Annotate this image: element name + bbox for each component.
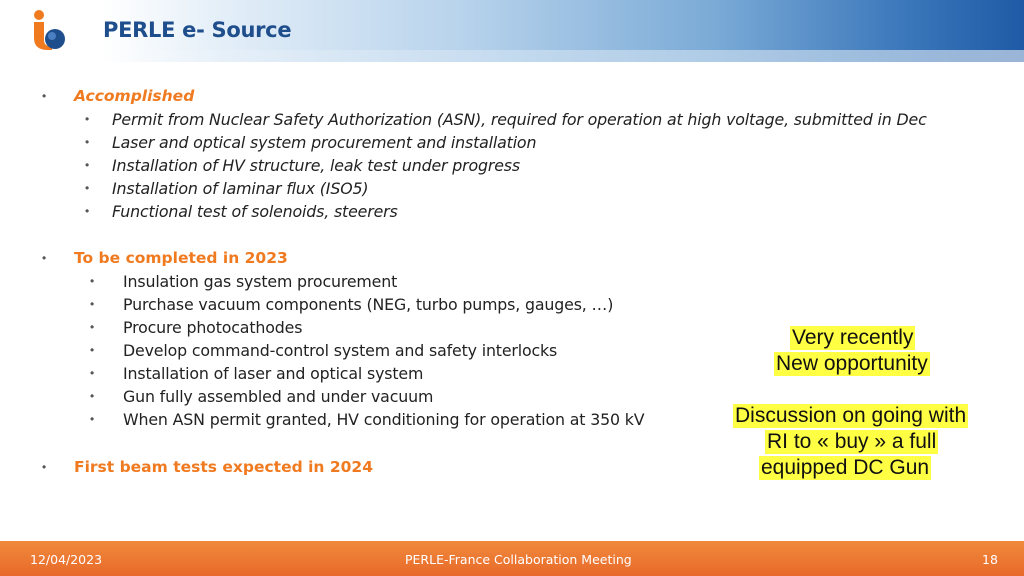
list-item: Permit from Nuclear Safety Authorization (ASN), required for operation at high voltage, submitted in Dec	[112, 110, 927, 129]
highlight-line: New opportunity	[776, 352, 928, 375]
highlight-line: equipped DC Gun	[761, 456, 930, 479]
page-number: 18	[982, 552, 998, 567]
highlight-line: Discussion on going with	[735, 404, 967, 427]
section-bullet: •	[42, 460, 47, 474]
list-item: Purchase vacuum components (NEG, turbo pumps, gauges, …)	[123, 295, 614, 314]
list-item: Procure photocathodes	[123, 318, 303, 337]
page-title: PERLE e- Source	[103, 18, 292, 42]
footer-bar	[0, 541, 1024, 576]
item-bullet: •	[90, 297, 95, 311]
list-item: Functional test of solenoids, steerers	[112, 202, 398, 221]
footer-date: 12/04/2023	[30, 552, 103, 567]
section-bullet: •	[42, 89, 47, 103]
item-bullet: •	[85, 204, 90, 218]
list-item: Installation of laminar flux (ISO5)	[112, 179, 369, 198]
list-item: Gun fully assembled and under vacuum	[123, 387, 434, 406]
item-bullet: •	[90, 412, 95, 426]
list-item: Insulation gas system procurement	[123, 272, 398, 291]
list-item: Develop command-control system and safety interlocks	[123, 341, 558, 360]
highlight-line: RI to « buy » a full	[767, 430, 937, 453]
item-bullet: •	[90, 320, 95, 334]
footer-meeting-name: PERLE-France Collaboration Meeting	[405, 552, 632, 567]
list-item: Installation of laser and optical system	[123, 364, 424, 383]
item-bullet: •	[90, 389, 95, 403]
item-bullet: •	[90, 274, 95, 288]
item-bullet: •	[85, 135, 90, 149]
item-bullet: •	[90, 343, 95, 357]
item-bullet: •	[85, 112, 90, 126]
list-item: Laser and optical system procurement and installation	[112, 133, 537, 152]
ijclab-logo-icon	[28, 6, 68, 52]
section-heading-first-beam: First beam tests expected in 2024	[74, 458, 373, 476]
item-bullet: •	[85, 181, 90, 195]
list-item: Installation of HV structure, leak test under progress	[112, 156, 520, 175]
section-heading-accomplished: Accomplished	[74, 87, 195, 105]
highlight-line: Very recently	[792, 326, 914, 349]
list-item: When ASN permit granted, HV conditioning for operation at 350 kV	[123, 410, 645, 429]
section-bullet: •	[42, 251, 47, 265]
item-bullet: •	[85, 158, 90, 172]
section-heading-to-be-completed: To be completed in 2023	[74, 249, 288, 267]
item-bullet: •	[90, 366, 95, 380]
